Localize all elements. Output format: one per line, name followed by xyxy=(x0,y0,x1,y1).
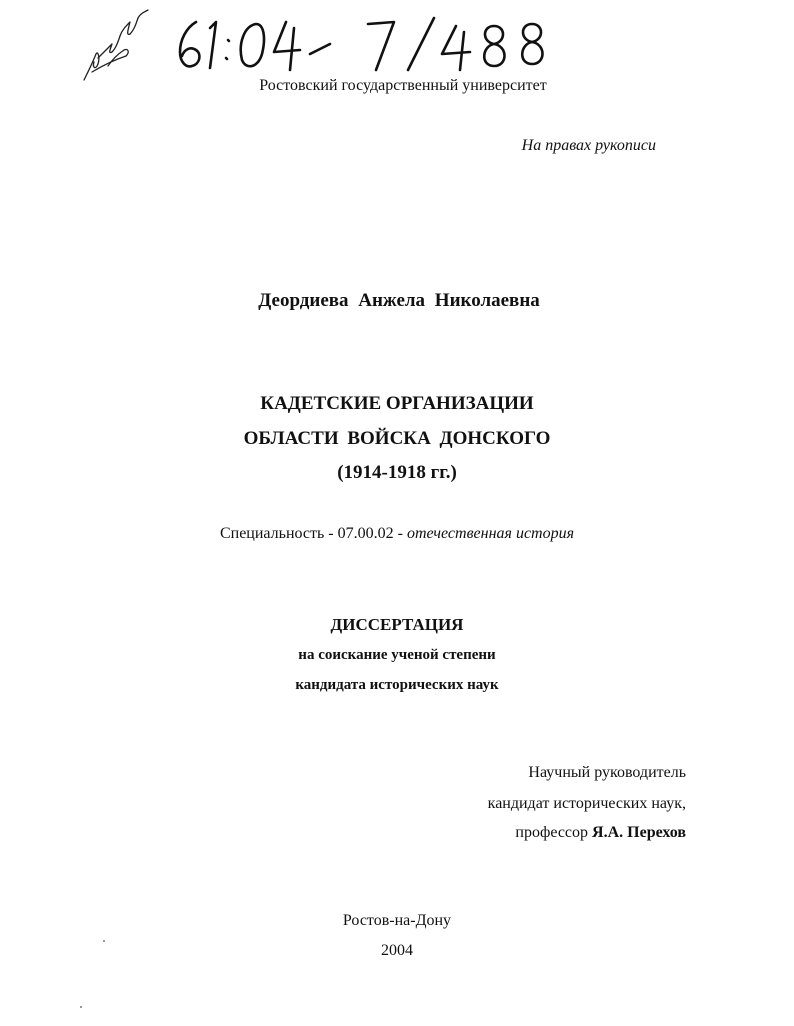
supervisor-name: Я.А. Перехов xyxy=(592,824,686,841)
speciality-line xyxy=(0,525,794,543)
year: 2004 xyxy=(381,942,413,959)
scan-speck xyxy=(80,1006,82,1008)
scan-speck xyxy=(103,940,105,942)
dissertation-title-line-1: КАДЕТСКИЕ ОРГАНИЗАЦИИ xyxy=(260,393,534,414)
supervisor-role: Научный руководитель xyxy=(528,764,686,781)
handwritten-signature xyxy=(78,6,158,86)
university-name: Ростовский государственный университет xyxy=(259,77,547,94)
degree-line-1: на соискание ученой степени xyxy=(298,647,496,663)
degree-line-2: кандидата исторических наук xyxy=(295,677,499,693)
city: Ростов-на-Дону xyxy=(342,912,452,929)
dissertation-title-years: (1914-1918 гг.) xyxy=(337,462,457,483)
supervisor-title-line xyxy=(515,824,686,842)
supervisor-title: профессор xyxy=(515,824,593,841)
supervisor-degree: кандидат исторических наук, xyxy=(487,795,686,812)
handwritten-catalog-number xyxy=(172,14,562,74)
dissertation-type: ДИССЕРТАЦИЯ xyxy=(330,615,464,634)
speciality-field: отечественная история xyxy=(406,525,575,542)
speciality-code: Специальность - 07.00.02 - xyxy=(219,525,407,542)
dissertation-title-line-2: ОБЛАСТИ ВОЙСКА ДОНСКОГО xyxy=(243,428,551,449)
author-name: Деордиева Анжела Николаевна xyxy=(258,290,540,311)
manuscript-note: На правах рукописи xyxy=(521,137,656,154)
